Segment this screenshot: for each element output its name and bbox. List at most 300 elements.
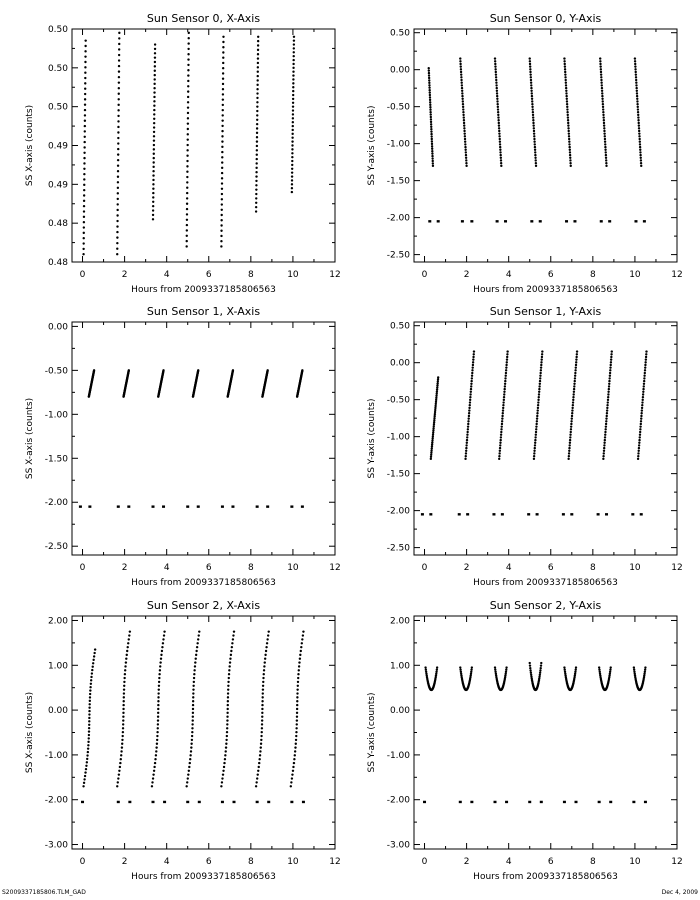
data-point [498, 122, 500, 124]
data-point [291, 144, 293, 146]
data-point [605, 425, 607, 427]
data-point [436, 393, 438, 395]
data-point [117, 120, 119, 122]
data-point [261, 731, 263, 733]
data-point [221, 203, 223, 205]
data-point [469, 399, 471, 401]
y-tick-label: 0.50 [47, 102, 68, 113]
data-point [84, 50, 86, 52]
data-point [564, 65, 566, 67]
data-point [539, 669, 541, 671]
data-point [222, 46, 224, 48]
y-axis-label: SS Y-axis (counts) [367, 105, 377, 186]
flat-point [470, 220, 473, 222]
footer-filename: S2009337185806.TLM_GAD [2, 889, 86, 896]
data-point [187, 58, 189, 60]
data-point [193, 673, 195, 675]
data-point [529, 63, 531, 65]
data-point [293, 36, 295, 38]
data-point [431, 155, 433, 157]
data-point [122, 719, 124, 721]
data-point [221, 146, 223, 148]
data-point [637, 111, 639, 113]
data-burst-2 [152, 43, 157, 220]
data-point [566, 111, 568, 113]
data-point [601, 87, 603, 89]
data-point [603, 132, 605, 134]
flat-point [492, 513, 495, 515]
data-point [119, 762, 121, 764]
data-point [530, 82, 532, 84]
data-point [639, 143, 641, 145]
data-point [533, 455, 535, 457]
data-point [262, 681, 264, 683]
data-point [541, 358, 543, 360]
data-point [85, 768, 87, 770]
data-point [534, 151, 536, 153]
data-burst-5 [261, 369, 269, 398]
data-point [535, 431, 537, 433]
data-point [299, 658, 301, 660]
data-point [88, 724, 90, 726]
data-point [190, 746, 192, 748]
data-point [565, 90, 567, 92]
data-point [186, 240, 188, 242]
x-tick-label: 8 [589, 563, 596, 573]
data-point [258, 766, 260, 768]
data-point [257, 62, 259, 64]
data-point [117, 109, 119, 111]
data-burst-3 [192, 369, 200, 398]
data-point [605, 157, 607, 159]
plot-frame [414, 322, 677, 555]
data-point [640, 420, 642, 422]
data-point [570, 420, 572, 422]
data-point [187, 80, 189, 82]
data-point [221, 777, 223, 779]
data-point [432, 160, 434, 162]
flat-point [117, 505, 120, 507]
data-point [162, 638, 164, 640]
data-point [192, 719, 194, 721]
data-point [575, 366, 577, 368]
data-point [187, 106, 189, 108]
data-point [529, 662, 531, 664]
data-point [506, 353, 508, 355]
data-point [232, 369, 234, 371]
data-point [291, 164, 293, 166]
data-point [464, 132, 466, 134]
data-point [228, 665, 230, 667]
data-point [604, 143, 606, 145]
data-point [641, 407, 643, 409]
data-point [152, 161, 154, 163]
data-point [572, 404, 574, 406]
data-point [228, 673, 230, 675]
data-point [297, 681, 299, 683]
data-point [436, 386, 438, 388]
data-point [256, 101, 258, 103]
flat-point [496, 220, 499, 222]
data-point [89, 689, 91, 691]
data-burst-1 [116, 32, 121, 256]
flat-point [530, 220, 533, 222]
x-tick-label: 2 [121, 270, 128, 280]
data-point [568, 444, 570, 446]
data-point [192, 696, 194, 698]
data-point [495, 79, 497, 81]
data-point [192, 685, 194, 687]
flat-point [162, 505, 165, 507]
data-point [540, 369, 542, 371]
data-point [506, 361, 508, 363]
x-tick-label: 10 [287, 563, 299, 573]
data-point [637, 452, 639, 454]
data-point [428, 82, 430, 84]
flat-point [256, 505, 259, 507]
data-point [121, 743, 123, 745]
data-point [292, 766, 294, 768]
data-point [226, 708, 228, 710]
data-point [428, 67, 430, 69]
data-point [231, 646, 233, 648]
data-point [465, 450, 467, 452]
data-point [636, 98, 638, 100]
data-point [117, 142, 119, 144]
data-point [428, 74, 430, 76]
data-point [533, 458, 535, 460]
data-point [571, 417, 573, 419]
data-point [433, 417, 435, 419]
y-tick-label: -2.00 [44, 795, 68, 806]
data-point [494, 57, 496, 59]
data-point [576, 350, 578, 352]
data-point [83, 194, 85, 196]
plot-frame [414, 29, 677, 262]
data-point [192, 700, 194, 702]
data-point [644, 671, 646, 673]
y-tick-label: 0.49 [47, 141, 68, 152]
data-point [430, 452, 432, 454]
data-point [299, 654, 301, 656]
flat-point [536, 513, 539, 515]
data-point [602, 116, 604, 118]
data-point [266, 642, 268, 644]
data-point [573, 385, 575, 387]
flat-level-0 [428, 220, 646, 222]
data-point [156, 735, 158, 737]
data-point [193, 681, 195, 683]
data-point [118, 48, 120, 50]
flat-point [221, 505, 224, 507]
data-point [425, 669, 427, 671]
data-point [230, 654, 232, 656]
y-tick-label: -1.00 [44, 750, 68, 761]
data-point [152, 170, 154, 172]
y-tick-label: 0.00 [47, 322, 68, 333]
data-point [504, 380, 506, 382]
data-point [496, 98, 498, 100]
flat-point [539, 220, 542, 222]
data-point [469, 404, 471, 406]
data-point [256, 154, 258, 156]
data-point [186, 781, 188, 783]
data-point [539, 380, 541, 382]
data-point [465, 154, 467, 156]
data-point [461, 84, 463, 86]
data-point [297, 673, 299, 675]
data-burst-2 [151, 630, 166, 787]
data-point [570, 423, 572, 425]
data-point [639, 428, 641, 430]
data-point [256, 777, 258, 779]
data-point [186, 160, 188, 162]
data-burst-6 [637, 350, 648, 460]
data-point [291, 777, 293, 779]
data-burst-1 [122, 369, 130, 398]
data-point [436, 666, 438, 668]
data-point [533, 135, 535, 137]
data-point [466, 442, 468, 444]
data-point [84, 109, 86, 111]
data-point [84, 93, 86, 95]
data-point [505, 366, 507, 368]
data-point [191, 735, 193, 737]
data-point [295, 743, 297, 745]
data-point [637, 119, 639, 121]
data-point [431, 138, 433, 140]
data-point [635, 84, 637, 86]
flat-point [605, 513, 608, 515]
data-point [83, 189, 85, 191]
data-point [84, 104, 86, 106]
data-point [294, 750, 296, 752]
data-point [255, 167, 257, 169]
data-point [502, 407, 504, 409]
data-point [123, 692, 125, 694]
data-point [566, 108, 568, 110]
data-point [256, 110, 258, 112]
data-point [494, 63, 496, 65]
data-point [220, 224, 222, 226]
data-point [428, 79, 430, 81]
data-point [221, 188, 223, 190]
y-tick-label: -1.00 [44, 410, 68, 421]
data-point [116, 214, 118, 216]
data-point [433, 415, 435, 417]
data-point [124, 673, 126, 675]
data-point [255, 210, 257, 212]
data-point [463, 119, 465, 121]
flat-point [437, 220, 440, 222]
data-point [432, 165, 434, 167]
data-point [88, 730, 90, 732]
data-point [153, 139, 155, 141]
data-point [123, 696, 125, 698]
data-point [497, 106, 499, 108]
data-point [569, 157, 571, 159]
data-point [572, 396, 574, 398]
flat-point [600, 220, 603, 222]
data-point [257, 71, 259, 73]
data-point [129, 630, 131, 632]
data-point [152, 174, 154, 176]
data-point [505, 375, 507, 377]
data-point [153, 131, 155, 133]
data-point [120, 750, 122, 752]
data-point [645, 358, 647, 360]
data-point [429, 111, 431, 113]
data-point [117, 164, 119, 166]
data-point [496, 100, 498, 102]
data-point [638, 138, 640, 140]
data-point [533, 452, 535, 454]
data-point [571, 407, 573, 409]
data-point [88, 720, 90, 722]
data-point [568, 143, 570, 145]
data-point [462, 100, 464, 102]
data-point [603, 450, 605, 452]
data-burst-6 [291, 36, 296, 194]
data-point [570, 431, 572, 433]
data-point [155, 750, 157, 752]
y-axis-label: SS Y-axis (counts) [367, 398, 377, 479]
data-point [296, 688, 298, 690]
data-point [296, 723, 298, 725]
data-point [122, 716, 124, 718]
data-point [564, 71, 566, 73]
data-point [642, 396, 644, 398]
data-point [532, 108, 534, 110]
data-point [529, 60, 531, 62]
flat-point [152, 505, 155, 507]
data-point [302, 634, 304, 636]
data-point [566, 106, 568, 108]
data-point [117, 203, 119, 205]
data-point [636, 100, 638, 102]
data-point [567, 127, 569, 129]
data-point [529, 68, 531, 70]
data-point [573, 388, 575, 390]
data-point [534, 146, 536, 148]
flat-point [501, 513, 504, 515]
data-point [598, 669, 600, 671]
y-tick-label: 0.48 [47, 219, 68, 230]
data-point [292, 74, 294, 76]
flat-point [128, 801, 131, 803]
data-point [430, 113, 432, 115]
data-point [292, 117, 294, 119]
data-point [460, 76, 462, 78]
data-point [643, 383, 645, 385]
data-point [530, 87, 532, 89]
data-point [228, 669, 230, 671]
data-point [429, 108, 431, 110]
data-point [504, 385, 506, 387]
data-point [430, 126, 432, 128]
data-point [644, 666, 646, 668]
data-point [434, 413, 436, 415]
flat-point [117, 801, 120, 803]
y-axis-label: SS X-axis (counts) [25, 397, 35, 480]
data-point [566, 98, 568, 100]
data-point [467, 425, 469, 427]
data-point [257, 66, 259, 68]
data-point [468, 412, 470, 414]
data-point [153, 144, 155, 146]
data-point [642, 388, 644, 390]
data-point [637, 108, 639, 110]
data-point [186, 219, 188, 221]
x-axis-label: Hours from 2009337185806563 [473, 872, 618, 882]
data-point [84, 88, 86, 90]
data-point [461, 92, 463, 94]
data-point [293, 39, 295, 41]
y-tick-label: -2.00 [386, 795, 410, 806]
data-point [602, 458, 604, 460]
data-point [291, 156, 293, 158]
data-point [255, 162, 257, 164]
data-point [564, 669, 566, 671]
data-point [501, 425, 503, 427]
y-tick-label: 0.48 [47, 258, 68, 268]
data-point [637, 458, 639, 460]
data-burst-3 [529, 662, 543, 691]
data-point [534, 436, 536, 438]
data-point [152, 192, 154, 194]
data-point [639, 436, 641, 438]
data-point [122, 704, 124, 706]
data-point [466, 439, 468, 441]
data-burst-2 [498, 350, 509, 460]
data-point [568, 146, 570, 148]
data-point [461, 98, 463, 100]
data-point [609, 669, 611, 671]
data-point [266, 369, 268, 371]
flat-level-0 [79, 505, 304, 507]
flat-level-0 [81, 801, 305, 803]
data-point [638, 127, 640, 129]
data-point [600, 73, 602, 75]
data-point [573, 383, 575, 385]
data-point [86, 761, 88, 763]
data-point [301, 369, 303, 371]
data-point [529, 71, 531, 73]
data-point [497, 119, 499, 121]
data-point [192, 692, 194, 694]
data-point [639, 149, 641, 151]
data-point [260, 746, 262, 748]
data-point [607, 391, 609, 393]
data-point [644, 372, 646, 374]
data-point [600, 82, 602, 84]
flat-level-0 [423, 801, 647, 803]
data-point [465, 162, 467, 164]
data-point [118, 770, 120, 772]
data-point [257, 36, 259, 38]
data-point [635, 73, 637, 75]
data-point [84, 55, 86, 57]
data-point [257, 57, 259, 59]
data-point [187, 122, 189, 124]
data-point [610, 364, 612, 366]
data-point [504, 383, 506, 385]
data-point [118, 37, 120, 39]
data-point [636, 103, 638, 105]
data-point [197, 638, 199, 640]
data-point [220, 230, 222, 232]
data-point [472, 366, 474, 368]
